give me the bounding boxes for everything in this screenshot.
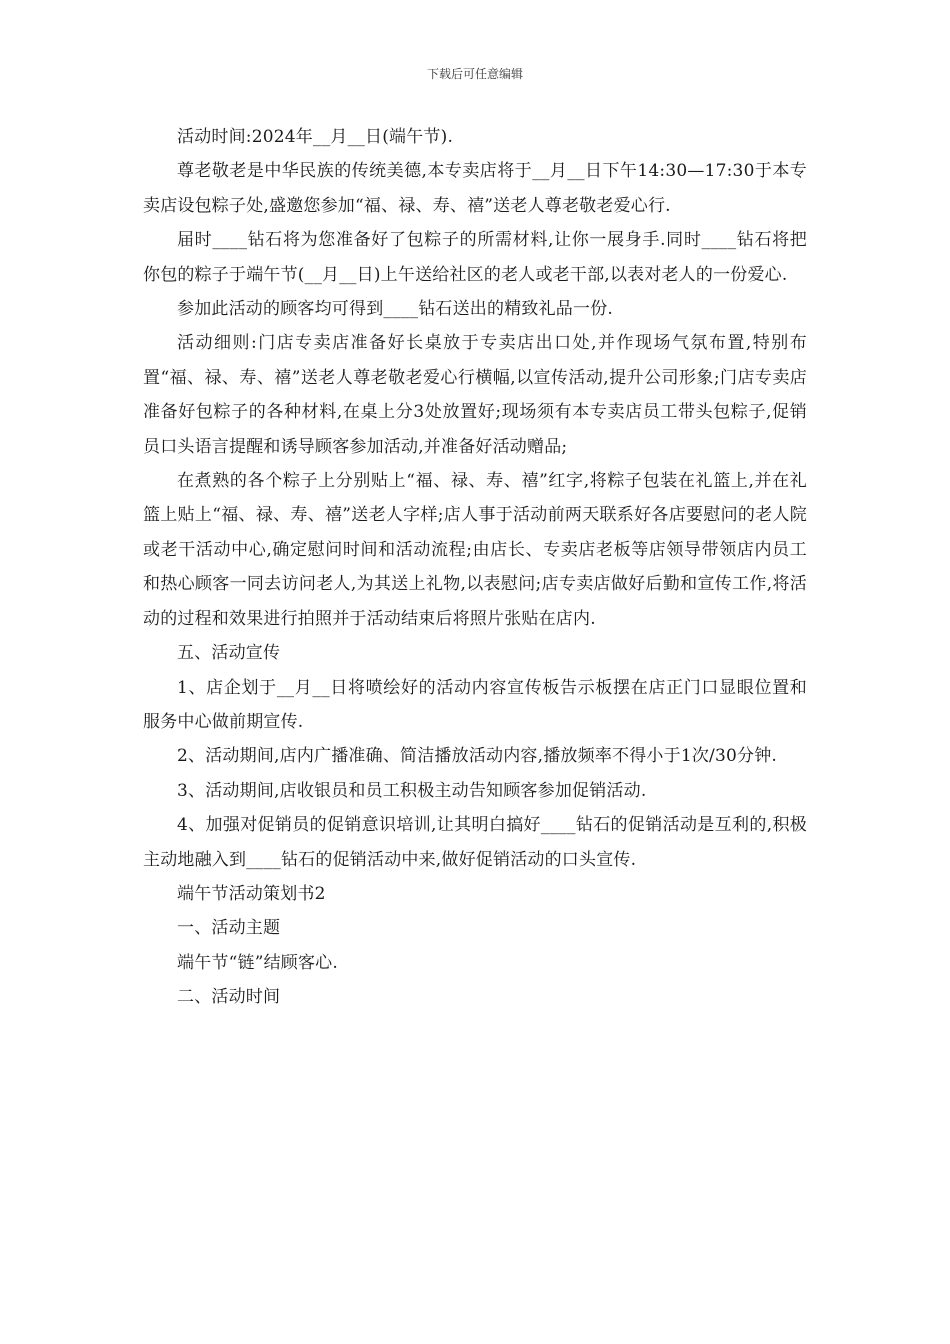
- paragraph-theme: 端午节“链”结顾客心.: [177, 952, 338, 973]
- page-header: 下载后可任意编辑: [426, 67, 523, 81]
- list-item-3: 3、活动期间,店收银员和员工积极主动告知顾客参加促销活动.: [177, 780, 647, 801]
- document-body: [143, 120, 807, 1015]
- section-heading-theme: 一、活动主题: [177, 918, 281, 939]
- document-subtitle: 端午节活动策划书2: [177, 883, 326, 904]
- list-item-1: 1、店企划于__月__日将喷绘好的活动内容宣传板告示板摆在店正门口显眼位置和服务中心做前期宣传.: [143, 677, 807, 732]
- paragraph-gift: 参加此活动的顾客均可得到____钻石送出的精致礼品一份.: [177, 299, 614, 320]
- paragraph-activity-time: 活动时间:2024年__月__日(端午节).: [177, 127, 454, 147]
- section-heading-promotion: 五、活动宣传: [177, 643, 281, 664]
- list-item-4: 4、加强对促销员的促销意识培训,让其明白搞好____钻石的促销活动是互利的,积极主动地融入到____钻石的促销活动中来,做好促销活动的口头宣传.: [143, 815, 807, 870]
- paragraph-intro: 尊老敬老是中华民族的传统美德,本专卖店将于__月__日下午14:30—17:30于本专卖店设包粽子处,盛邀您参加“福、禄、寿、禧”送老人尊老敬老爱心行.: [143, 161, 807, 216]
- paragraph-visit: 在煮熟的各个粽子上分别贴上“福、禄、寿、禧”红字,将粽子包装在礼篮上,并在礼篮上贴上“福、禄、寿、禧”送老人字样;店人事于活动前两天联系好各店要慰问的老人院或老干活动中心,确定慰问时间和活动流程;由店长、专卖店老板等店领导带领店内员工和热心顾客一同去访问老人,为其送上礼物,以表慰问;店专卖店做好后勤和宣传工作,将活动的过程和效果进行拍照并于活动结束后将照片张贴在店内.: [143, 471, 807, 629]
- section-heading-time: 二、活动时间: [177, 987, 281, 1008]
- paragraph-materials: 届时____钻石将为您准备好了包粽子的所需材料,让你一展身手.同时____钻石将把你包的粽子于端午节(__月__日)上午送给社区的老人或老干部,以表对老人的一份爱心.: [143, 230, 807, 285]
- paragraph-rules: 活动细则:门店专卖店准备好长桌放于专卖店出口处,并作现场气氛布置,特别布置“福、禄、寿、禧”送老人尊老敬老爱心行横幅,以宣传活动,提升公司形象;门店专卖店准备好包粽子的各种材料,在桌上分3处放置好;现场须有本专卖店员工带头包粽子,促销员口头语言提醒和诱导顾客参加活动,并准备好活动赠品;: [143, 333, 807, 457]
- list-item-2: 2、活动期间,店内广播准确、简洁播放活动内容,播放频率不得小于1次/30分钟.: [177, 746, 778, 767]
